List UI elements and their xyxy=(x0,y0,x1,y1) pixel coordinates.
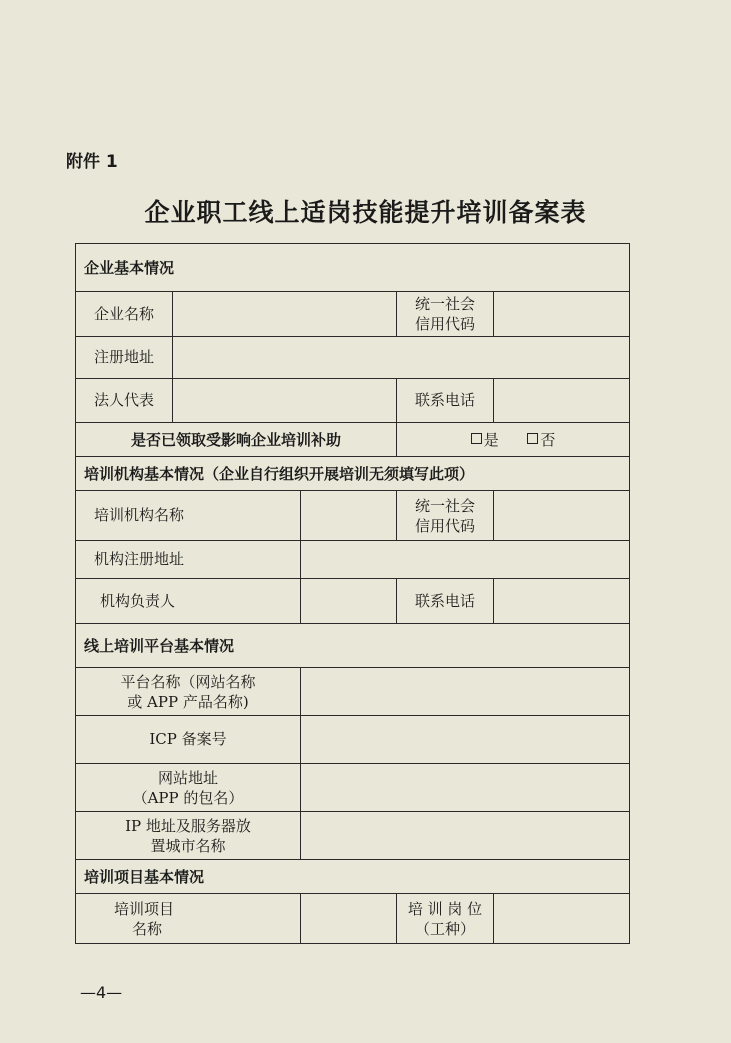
platform-name-field[interactable] xyxy=(301,668,630,716)
position-label: 培 训 岗 位 （工种） xyxy=(397,894,494,944)
section-platform: 线上培训平台基本情况 xyxy=(76,624,630,668)
subsidy-choice xyxy=(397,423,630,457)
section-project: 培训项目基本情况 xyxy=(76,860,630,894)
institution-address-label: 机构注册地址 xyxy=(76,541,301,579)
institution-credit-code-label: 统一社会 信用代码 xyxy=(397,491,494,541)
institution-credit-code-field[interactable] xyxy=(494,491,630,541)
website-url-field[interactable] xyxy=(301,764,630,812)
legal-rep-field[interactable] xyxy=(173,379,397,423)
subsidy-no-checkbox[interactable]: 否 xyxy=(527,431,555,449)
enterprise-name-label: 企业名称 xyxy=(76,292,173,337)
institution-name-label: 培训机构名称 xyxy=(76,491,301,541)
position-field[interactable] xyxy=(494,894,630,944)
institution-head-label: 机构负责人 xyxy=(76,579,301,624)
icp-field[interactable] xyxy=(301,716,630,764)
registration-form-table xyxy=(75,243,630,944)
icp-label: ICP 备案号 xyxy=(76,716,301,764)
checkbox-icon xyxy=(471,433,482,444)
enterprise-phone-field[interactable] xyxy=(494,379,630,423)
website-url-label: 网站地址 （APP 的包名） xyxy=(76,764,301,812)
institution-head-field[interactable] xyxy=(301,579,397,624)
page-number: —4— xyxy=(80,983,123,1002)
institution-phone-label: 联系电话 xyxy=(397,579,494,624)
enterprise-address-label: 注册地址 xyxy=(76,337,173,379)
section-enterprise: 企业基本情况 xyxy=(76,244,630,292)
form-title: 企业职工线上适岗技能提升培训备案表 xyxy=(144,198,587,227)
section-institution: 培训机构基本情况（企业自行组织开展培训无须填写此项） xyxy=(76,457,630,491)
institution-address-field[interactable] xyxy=(301,541,630,579)
enterprise-credit-code-label: 统一社会 信用代码 xyxy=(397,292,494,337)
enterprise-phone-label: 联系电话 xyxy=(397,379,494,423)
legal-rep-label: 法人代表 xyxy=(76,379,173,423)
institution-name-field[interactable] xyxy=(301,491,397,541)
project-name-label: 培训项目 名称 xyxy=(76,894,301,944)
checkbox-icon xyxy=(527,433,538,444)
enterprise-name-field[interactable] xyxy=(173,292,397,337)
attachment-label: 附件 1 xyxy=(66,152,118,172)
subsidy-yes-checkbox[interactable]: 是 xyxy=(471,431,499,449)
enterprise-address-field[interactable] xyxy=(173,337,630,379)
enterprise-credit-code-field[interactable] xyxy=(494,292,630,337)
subsidy-question: 是否已领取受影响企业培训补助 xyxy=(76,423,397,457)
ip-server-field[interactable] xyxy=(301,812,630,860)
institution-phone-field[interactable] xyxy=(494,579,630,624)
ip-server-label: IP 地址及服务器放 置城市名称 xyxy=(76,812,301,860)
platform-name-label: 平台名称（网站名称 或 APP 产品名称) xyxy=(76,668,301,716)
project-name-field[interactable] xyxy=(301,894,397,944)
